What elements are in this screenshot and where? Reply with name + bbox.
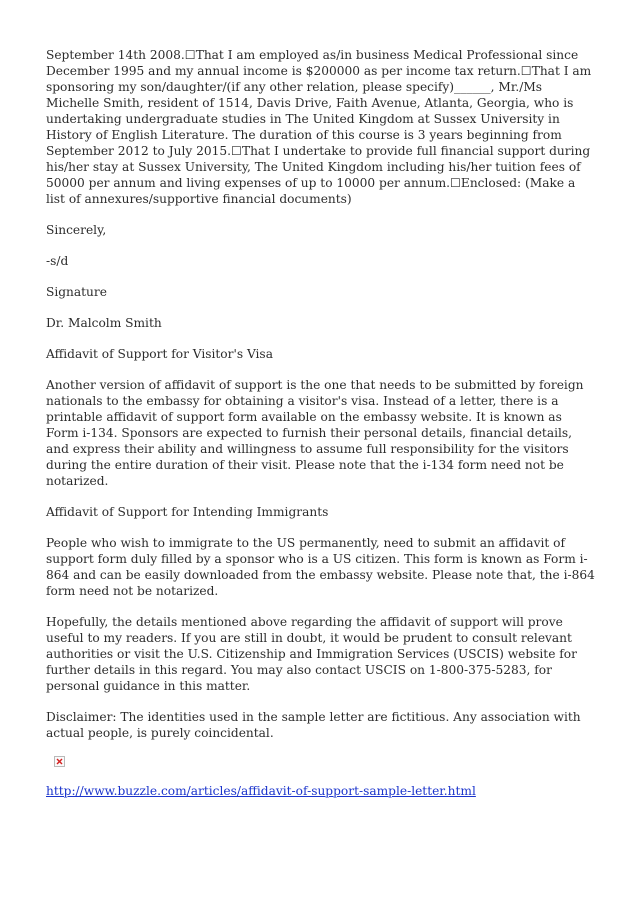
closing-salutation: Sincerely,: [46, 223, 107, 237]
immigrants-heading: Affidavit of Support for Intending Immigrants: [46, 505, 329, 519]
visitor-visa-heading: Affidavit of Support for Visitor's Visa: [46, 347, 273, 361]
visitor-visa-paragraph: Another version of affidavit of support is the one that needs to be submitted by foreign nationals to the embassy for obtaining a visitor's visa. Instead of a letter, there is a printable affidavit of support form available on the embassy website. It is known as Form i-134. Sponsors are expected to furnish their personal details, financial details, and express their ability and willingness to assume full responsibility for the visitors during the entire duration of their visit. Please note that the i-134 form need not be notarized.: [46, 378, 584, 488]
hopefully-paragraph: Hopefully, the details mentioned above regarding the affidavit of support will prove useful to my readers. If you are still in doubt, it would be prudent to consult relevant authorities or visit the U.S. Citizenship and Immigration Services (USCIS) website for further details in this regard. You may also contact USCIS on 1-800-375-5283, for personal guidance in this matter.: [46, 615, 577, 693]
signed-mark: -s/d: [46, 254, 69, 268]
signature-label: Signature: [46, 285, 107, 299]
letter-body-paragraph: September 14th 2008.☐That I am employed as/in business Medical Professional since December 1995 and my annual income is $200000 as per income tax return.☐That I am sponsoring my son/daughter/(if any other relation, please specify)______, Mr./Ms Michelle Smith, resident of 1514, Davis Drive, Faith Avenue, Atlanta, Georgia, who is undertaking undergraduate studies in The United Kingdom at Sussex University in History of English Literature. The duration of this course is 3 years beginning from September 2012 to July 2015.☐That I undertake to provide full financial support during his/her stay at Sussex University, The United Kingdom including his/her tuition fees of 50000 per annum and living expenses of up to 10000 per annum.☐Enclosed: (Make a list of annexures/supportive financial documents): [46, 48, 592, 206]
signer-name: Dr. Malcolm Smith: [46, 316, 162, 330]
broken-image-icon: [54, 756, 65, 767]
disclaimer-paragraph: Disclaimer: The identities used in the sample letter are fictitious. Any association with actual people, is purely coincidental.: [46, 710, 581, 740]
immigrants-paragraph: People who wish to immigrate to the US permanently, need to submit an affidavit of support form duly filled by a sponsor who is a US citizen. This form is known as Form i-864 and can be easily downloaded from the embassy website. Please note that, the i-864 form need not be notarized.: [46, 536, 595, 598]
document-page: [46, 47, 596, 799]
broken-image: [46, 756, 596, 783]
source-link[interactable]: http://www.buzzle.com/articles/affidavit-of-support-sample-letter.html: [46, 784, 476, 798]
